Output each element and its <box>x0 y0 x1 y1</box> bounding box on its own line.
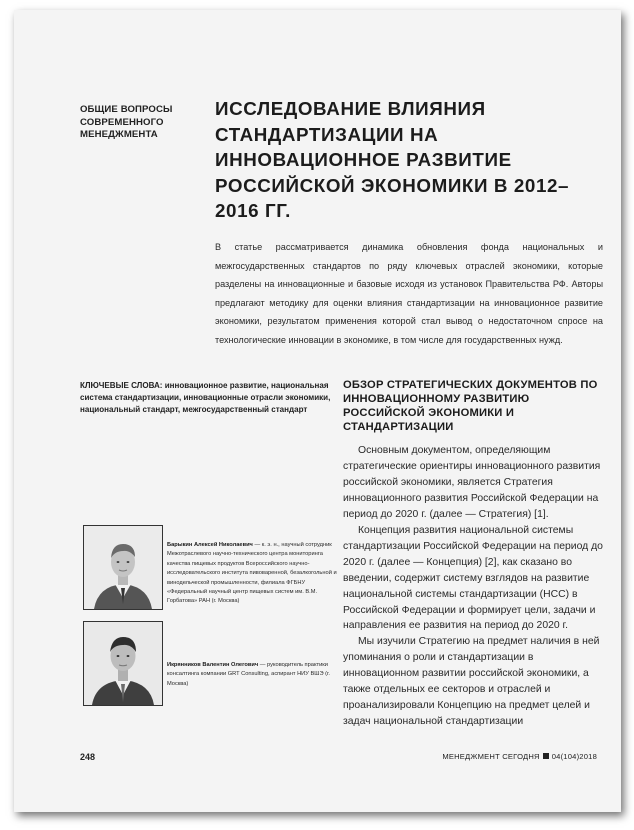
section-heading: ОБЗОР СТРАТЕГИЧЕСКИХ ДОКУМЕНТОВ ПО ИННОВАЦИОННОМУ РАЗВИТИЮ РОССИЙСКОЙ ЭКОНОМИКИ И СТАНДАРТИЗАЦИИ <box>343 379 598 433</box>
body-text <box>343 443 605 730</box>
author-name-2: Икрянников Валентин Олегович <box>167 662 259 668</box>
article-abstract: В статье рассматривается динамика обновления фонда национальных и межгосударственных стандартов по ряду ключевых отраслей экономики, которые разделены на инновационные и базовые исходя из установок Правительства РФ. Авторы предлагают методику для оценки влияния стандартизации на инновационное развитие экономики, результатом применения которой стал вывод о недостаточном спросе на технологические инновации в экономике, в том числе для государственных нужд. <box>215 242 603 345</box>
journal-issue: 04(104)2018 <box>551 752 597 761</box>
author-photo-2 <box>83 621 163 706</box>
author-photo-1 <box>83 525 163 610</box>
author-details-1: — к. э. н., научный сотрудник Межотраслевого научно-технического центра мониторинга качества пищевых продуктов Всероссийского научно-исследовательского института пивоваренной, безалкогольной и винодельческой промышленности, филиала ФГБНУ «Федеральный научный центр пищевых систем им. В.М. Горбатова» РАН (г. Москва) <box>167 542 337 605</box>
author-bio-2 <box>167 661 337 689</box>
paragraph: Мы изучили Стратегию на предмет наличия в ней упоминания о роли и стандартизации в инновационном развитии российской экономики, а также отдельных ее секторов и отраслей и проанализировали Концепцию на предмет целей и задач национальной стандартизации <box>343 636 600 728</box>
square-separator-icon <box>543 753 549 759</box>
rubric-label: ОБЩИЕ ВОПРОСЫ СОВРЕМЕННОГО МЕНЕДЖМЕНТА <box>80 104 173 140</box>
journal-page <box>14 10 621 812</box>
author-name-1: Барыкин Алексей Николаевич <box>167 542 253 548</box>
journal-footer <box>442 752 597 761</box>
journal-name: МЕНЕДЖМЕНТ СЕГОДНЯ <box>442 752 540 761</box>
article-title: ИССЛЕДОВАНИЕ ВЛИЯНИЯ СТАНДАРТИЗАЦИИ НА ИННОВАЦИОННОЕ РАЗВИТИЕ РОССИЙСКОЙ ЭКОНОМИКИ В 2012–2016 ГГ. <box>215 98 570 221</box>
paragraph: Основным документом, определяющим стратегические ориентиры инновационного развития российской экономики, является Стратегия инновационного развития Российской Федерации на период до 2020 г. (далее — Стратегия) [1]. <box>343 445 601 520</box>
author-bio-1 <box>167 541 337 607</box>
keywords-block: КЛЮЧЕВЫЕ СЛОВА: инновационное развитие, национальная система стандартизации, инновационные отрасли экономики, национальный стандарт, межгосударственный стандарт <box>80 381 331 415</box>
page-number: 248 <box>80 752 96 762</box>
paragraph: Концепция развития национальной системы стандартизации Российской Федерации на период до 2020 г. (далее — Концепция) [2], как сказано во введении, содержит систему взглядов на развитие национальной системы стандартизации (НСС) в Российской Федерации и формирует цели, задачи и направления ее развития на период до 2020 г. <box>343 524 603 632</box>
author-details-2: — руководитель практики консалтинга компании GRT Consulting, аспирант НИУ ВШЭ (г. Москва) <box>167 662 330 687</box>
